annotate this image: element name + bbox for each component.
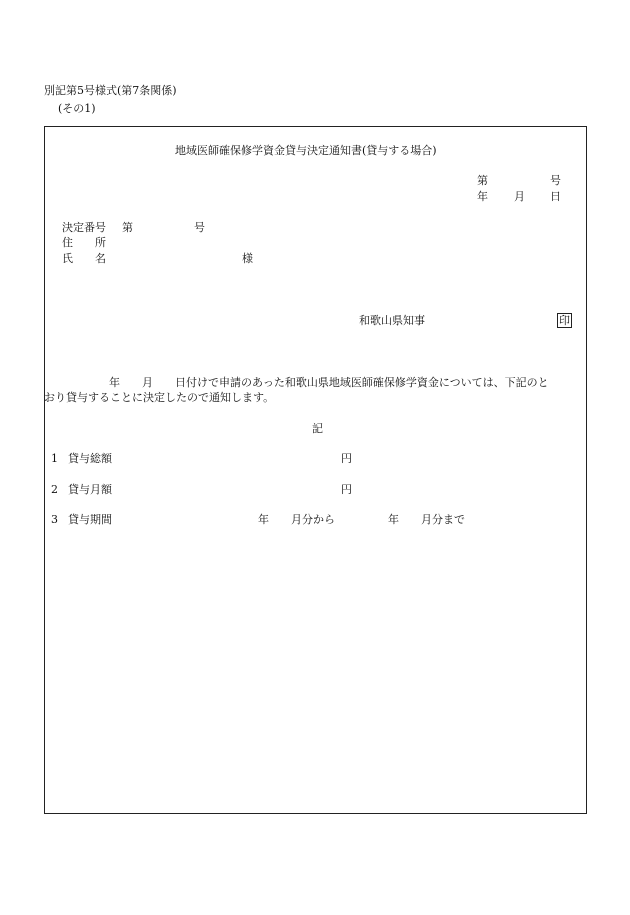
item-3-period-to: 年 月分まで [388, 513, 465, 526]
honorific: 様 [242, 252, 253, 265]
issue-date-year: 年 [477, 190, 488, 203]
name-label: 氏 名 [62, 252, 106, 265]
ki-heading: 記 [312, 422, 323, 435]
form-sub-label: (その1) [58, 102, 96, 115]
seal-mark: 印 [559, 314, 570, 327]
decision-no-suffix: 号 [194, 221, 205, 234]
form-label: 別記第5号様式(第7条関係) [44, 84, 177, 97]
notice-frame [44, 126, 587, 814]
issuer-name: 和歌山県知事 [359, 314, 425, 327]
item-1-number: 1 [51, 452, 58, 465]
body-line-1: 年 月 日付けで申請のあった和歌山県地域医師確保修学資金については、下記のと [109, 376, 549, 389]
item-3-label: 貸与期間 [68, 513, 112, 526]
item-2-label: 貸与月額 [68, 483, 112, 496]
item-1-unit: 円 [341, 452, 352, 465]
item-3-period-from: 年 月分から [258, 513, 335, 526]
issue-date-month: 月 [514, 190, 525, 203]
item-3-number: 3 [51, 513, 58, 526]
item-2-unit: 円 [341, 483, 352, 496]
item-1-label: 貸与総額 [68, 452, 112, 465]
issue-date-day: 日 [550, 190, 561, 203]
body-line-2: おり貸与することに決定したので通知します。 [44, 391, 275, 404]
issue-no-suffix: 号 [550, 174, 561, 187]
decision-no-prefix: 第 [122, 221, 133, 234]
address-label: 住 所 [62, 236, 106, 249]
decision-no-label: 決定番号 [62, 221, 106, 234]
item-2-number: 2 [51, 483, 58, 496]
notice-title: 地域医師確保修学資金貸与決定通知書(貸与する場合) [175, 144, 437, 157]
issue-no-prefix: 第 [477, 174, 488, 187]
